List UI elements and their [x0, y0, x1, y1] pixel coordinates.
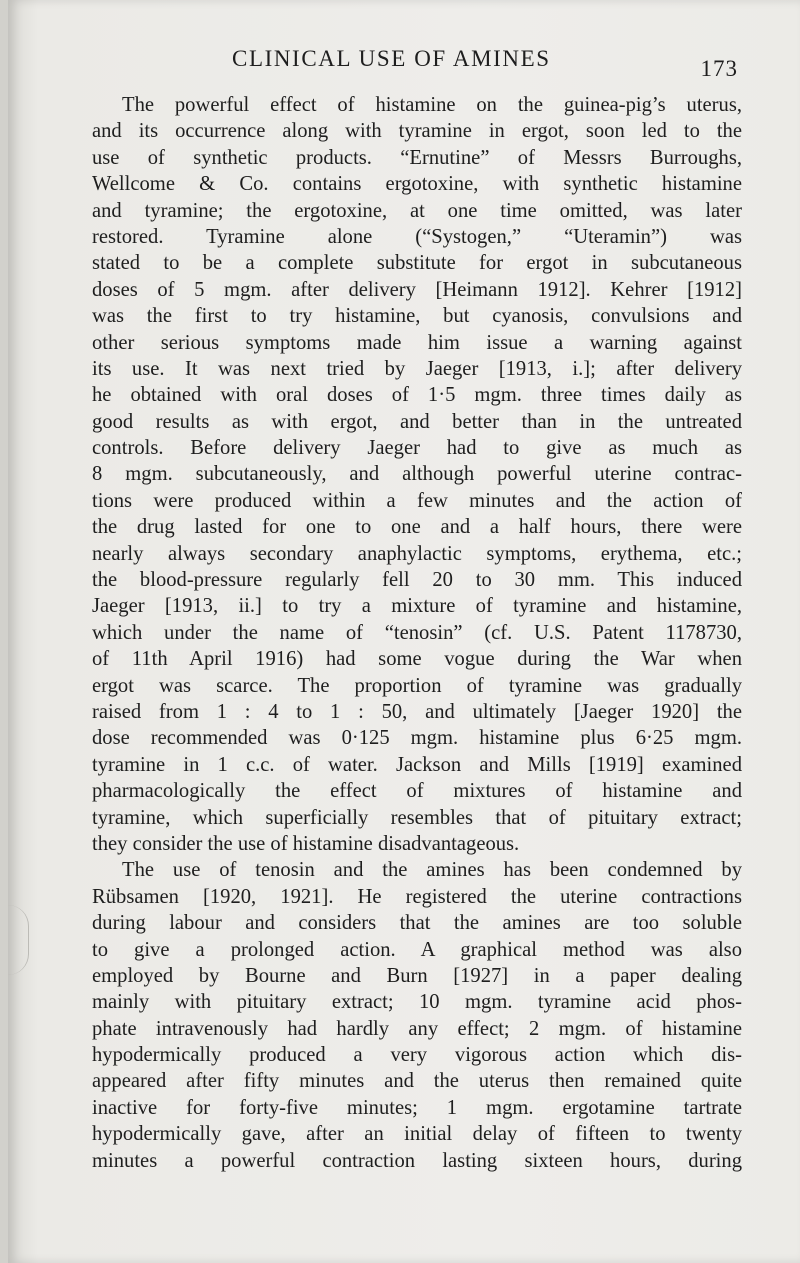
text-line: hypodermically gave, after an initial delay of fifteen to twenty: [92, 1123, 742, 1146]
text-line: mainly with pituitary extract; 10 mgm. tyramine acid phos-: [92, 991, 742, 1014]
text-line: use of synthetic products. “Ernutine” of Messrs Burroughs,: [92, 146, 742, 169]
text-line: The powerful effect of histamine on the guinea-pig’s uterus,: [122, 94, 742, 116]
text-line: The use of tenosin and the amines has been condemned by: [122, 859, 742, 882]
text-line: of 11th April 1916) had some vogue during the War when: [92, 648, 742, 671]
text-line: inactive for forty-five minutes; 1 mgm. ergotamine tartrate: [92, 1096, 742, 1119]
text-line: stated to be a complete substitute for ergot in subcutaneous: [92, 252, 742, 275]
text-line: Wellcome & Co. contains ergotoxine, with synthetic histamine: [92, 173, 742, 196]
text-line: and tyramine; the ergotoxine, at one time omitted, was later: [92, 199, 742, 222]
text-line: 8 mgm. subcutaneously, and although powerful uterine contrac-: [92, 463, 742, 486]
text-line: good results as with ergot, and better than in the untreated: [92, 410, 742, 433]
text-line: employed by Bourne and Burn [1927] in a paper dealing: [92, 964, 742, 987]
text-line: and its occurrence along with tyramine in ergot, soon led to the: [92, 120, 742, 143]
text-line: dose recommended was 0·125 mgm. histamine plus 6·25 mgm.: [92, 727, 742, 750]
text-line: its use. It was next tried by Jaeger [1913, i.]; after delivery: [92, 357, 742, 380]
text-line: minutes a powerful contraction lasting sixteen hours, during: [92, 1149, 742, 1172]
page-header: [92, 46, 742, 80]
margin-mark: [8, 905, 29, 975]
page-number: 173: [700, 56, 738, 81]
text-line: pharmacologically the effect of mixtures of histamine and: [92, 780, 742, 803]
text-line: Jaeger [1913, ii.] to try a mixture of tyramine and histamine,: [92, 595, 742, 618]
body-text: [92, 92, 742, 1174]
text-line: controls. Before delivery Jaeger had to give as much as: [92, 437, 742, 460]
text-line: phate intravenously had hardly any effect; 2 mgm. of histamine: [92, 1017, 742, 1040]
text-line: hypodermically produced a very vigorous action which dis-: [92, 1044, 742, 1067]
text-line: tyramine in 1 c.c. of water. Jackson and Mills [1919] examined: [92, 753, 742, 776]
text-line: the drug lasted for one to one and a half hours, there were: [92, 516, 742, 539]
text-line: tions were produced within a few minutes and the action of: [92, 489, 742, 512]
text-line: was the first to try histamine, but cyanosis, convulsions and: [92, 305, 742, 328]
text-line: the blood-pressure regularly fell 20 to 30 mm. This induced: [92, 569, 742, 592]
text-line: he obtained with oral doses of 1·5 mgm. three times daily as: [92, 384, 742, 407]
text-line: ergot was scarce. The proportion of tyramine was gradually: [92, 674, 742, 697]
text-line: Rübsamen [1920, 1921]. He registered the uterine contractions: [92, 885, 742, 908]
page-gutter: [0, 0, 8, 1263]
text-line: other serious symptoms made him issue a warning against: [92, 331, 742, 354]
text-line: they consider the use of histamine disadvantageous.: [92, 832, 520, 855]
text-line: to give a prolonged action. A graphical method was also: [92, 938, 742, 961]
text-line: raised from 1 : 4 to 1 : 50, and ultimately [Jaeger 1920] the: [92, 700, 742, 723]
text-line: during labour and considers that the amines are too soluble: [92, 912, 742, 935]
running-head: CLINICAL USE OF AMINES: [232, 46, 551, 71]
text-line: doses of 5 mgm. after delivery [Heimann 1912]. Kehrer [1912]: [92, 278, 742, 301]
text-line: nearly always secondary anaphylactic symptoms, erythema, etc.;: [92, 542, 742, 565]
text-line: which under the name of “tenosin” (cf. U.S. Patent 1178730,: [92, 621, 742, 644]
text-line: restored. Tyramine alone (“Systogen,” “Uteramin”) was: [92, 225, 742, 248]
text-line: appeared after fifty minutes and the uterus then remained quite: [92, 1070, 742, 1093]
text-line: tyramine, which superficially resembles that of pituitary extract;: [92, 806, 742, 829]
